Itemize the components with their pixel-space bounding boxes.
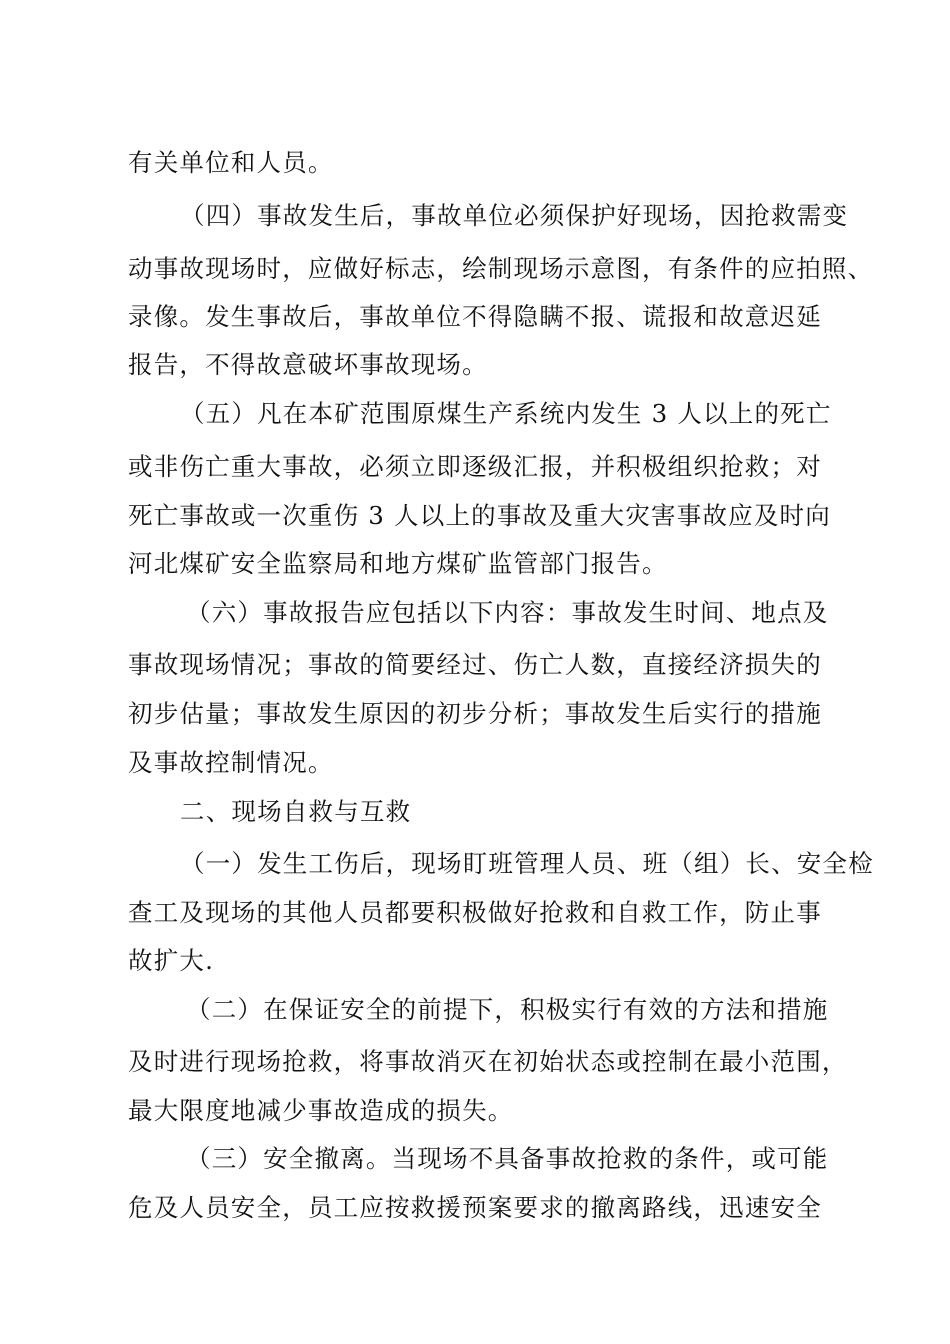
text-line: 及时进行现场抢救，将事故消灭在初始状态或控制在最小范围，: [128, 1047, 848, 1076]
paragraph-5-line-1: （五）凡在本矿范围原煤生产系统内发生 3 人以上的死亡: [180, 399, 832, 428]
paragraph-1-line-1: （一）发生工伤后，现场盯班管理人员、班（组）长、安全检: [180, 849, 874, 878]
text-line: 录像。发生事故后，事故单位不得隐瞒不报、谎报和故意迟延: [128, 302, 822, 331]
text-line: 或非伤亡重大事故，必须立即逐级汇报，并积极组织抢救；对: [128, 452, 822, 481]
paragraph-3-line-1: （三）安全撤离。当现场不具备事故抢救的条件，或可能: [186, 1144, 829, 1173]
paragraph-2-line-1: （二）在保证安全的前提下，积极实行有效的方法和措施: [186, 995, 829, 1024]
text-line: 最大限度地减少事故造成的损失。: [128, 1096, 514, 1125]
text-line: 动事故现场时，应做好标志，绘制现场示意图，有条件的应拍照、: [128, 254, 874, 283]
section-heading: 二、现场自救与互救: [180, 797, 412, 826]
text-line: 故扩大.: [128, 946, 215, 975]
paragraph-4-line-1: （四）事故发生后，事故单位必须保护好现场，因抢救需变: [180, 201, 849, 230]
text-line: 初步估量；事故发生原因的初步分析；事故发生后实行的措施: [128, 699, 822, 728]
text-line: 河北煤矿安全监察局和地方煤矿监管部门报告。: [128, 549, 668, 578]
text-line: 死亡事故或一次重伤 3 人以上的事故及重大灾害事故应及时向: [128, 501, 831, 530]
paragraph-6-line-1: （六）事故报告应包括以下内容：事故发生时间、地点及: [186, 598, 829, 627]
text-line: 及事故控制情况。: [128, 748, 334, 777]
text-line: 查工及现场的其他人员都要积极做好抢救和自救工作，防止事: [128, 898, 822, 927]
text-line: 危及人员安全，员工应按救援预案要求的撤离路线，迅速安全: [128, 1193, 822, 1222]
text-line: 事故现场情况；事故的简要经过、伤亡人数，直接经济损失的: [128, 650, 822, 679]
text-line: 报告，不得故意破坏事故现场。: [128, 350, 488, 379]
text-line: 有关单位和人员。: [128, 148, 334, 177]
